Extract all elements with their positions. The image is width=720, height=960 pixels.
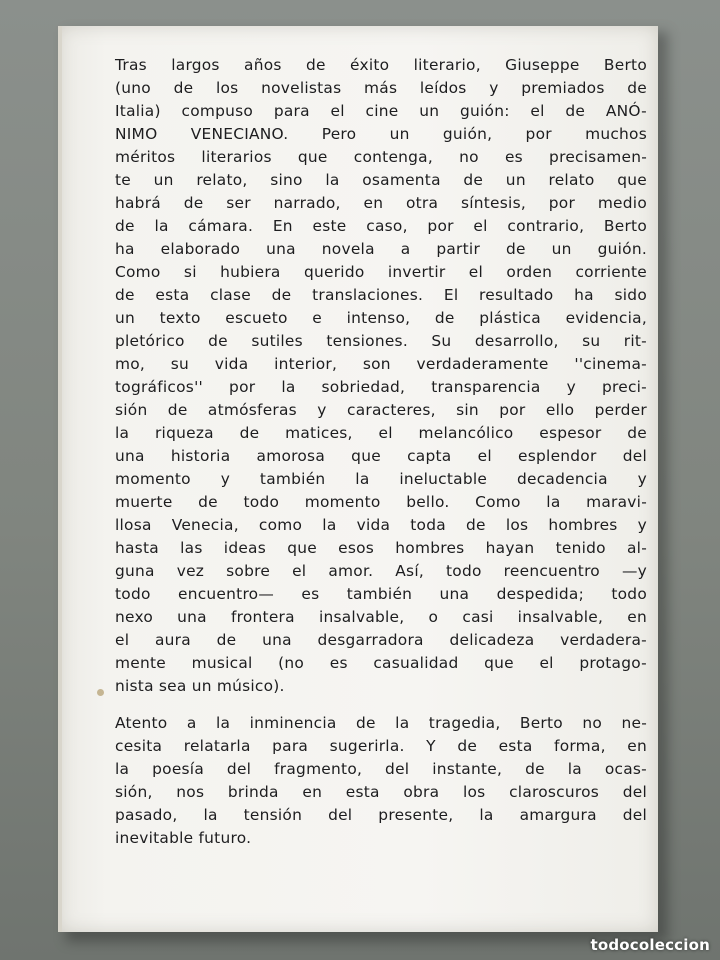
text-line: la poesía del fragmento, del instante, de la ocas- — [115, 760, 647, 778]
paper-stain — [97, 689, 104, 696]
book-spine-edge — [58, 26, 62, 932]
text-line: tográficos'' por la sobriedad, transparencia y preci- — [115, 378, 647, 396]
text-line: te un relato, sino la osamenta de un relato que — [115, 171, 647, 189]
text-line: hasta las ideas que esos hombres hayan tenido al- — [115, 539, 647, 557]
text-line: habrá de ser narrado, en otra síntesis, por medio — [115, 194, 647, 212]
text-line: el aura de una desgarradora delicadeza verdadera- — [115, 631, 647, 649]
text-line: pletórico de sutiles tensiones. Su desarrollo, su rit- — [115, 332, 647, 350]
text-line: NIMO VENECIANO. Pero un guión, por muchos — [115, 125, 647, 143]
text-line: cesita relatarla para sugerirla. Y de esta forma, en — [115, 737, 647, 755]
text-line: de la cámara. En este caso, por el contrario, Berto — [115, 217, 647, 235]
text-line: muerte de todo momento bello. Como la maravi- — [115, 493, 647, 511]
text-line: Como si hubiera querido invertir el orden corriente — [115, 263, 647, 281]
text-line: un texto escueto e intenso, de plástica evidencia, — [115, 309, 647, 327]
text-line: llosa Venecia, como la vida toda de los hombres y — [115, 516, 647, 534]
text-line: Atento a la inminencia de la tragedia, Berto no ne- — [115, 714, 647, 732]
text-line: Tras largos años de éxito literario, Giuseppe Berto — [115, 56, 647, 74]
text-line: pasado, la tensión del presente, la amargura del — [115, 806, 647, 824]
text-line: Italia) compuso para el cine un guión: el de ANÓ- — [115, 102, 647, 120]
text-line: mo, su vida interior, son verdaderamente ''cinema- — [115, 355, 647, 373]
text-line: sión, nos brinda en esta obra los claroscuros del — [115, 783, 647, 801]
text-line: (uno de los novelistas más leídos y premiados de — [115, 79, 647, 97]
paragraph-gap — [115, 698, 647, 712]
text-line: guna vez sobre el amor. Así, todo reencuentro —y — [115, 562, 647, 580]
text-line: sión de atmósferas y caracteres, sin por ello perder — [115, 401, 647, 419]
text-line: mente musical (no es casualidad que el protago- — [115, 654, 647, 672]
text-line: de esta clase de translaciones. El resultado ha sido — [115, 286, 647, 304]
text-line: ha elaborado una novela a partir de un guión. — [115, 240, 647, 258]
text-line: inevitable futuro. — [115, 829, 252, 847]
text-line: nexo una frontera insalvable, o casi insalvable, en — [115, 608, 647, 626]
text-line: méritos literarios que contenga, no es precisamen- — [115, 148, 647, 166]
synopsis-paragraph-1 — [115, 54, 647, 698]
synopsis-paragraph-2 — [115, 712, 647, 850]
watermark-logo: todocoleccion — [590, 936, 710, 954]
text-line: todo encuentro— es también una despedida; todo — [115, 585, 647, 603]
text-line: la riqueza de matices, el melancólico espesor de — [115, 424, 647, 442]
text-line: una historia amorosa que capta el esplendor del — [115, 447, 647, 465]
synopsis-text — [115, 54, 647, 850]
text-line: nista sea un músico). — [115, 677, 285, 695]
text-line: momento y también la ineluctable decadencia y — [115, 470, 647, 488]
